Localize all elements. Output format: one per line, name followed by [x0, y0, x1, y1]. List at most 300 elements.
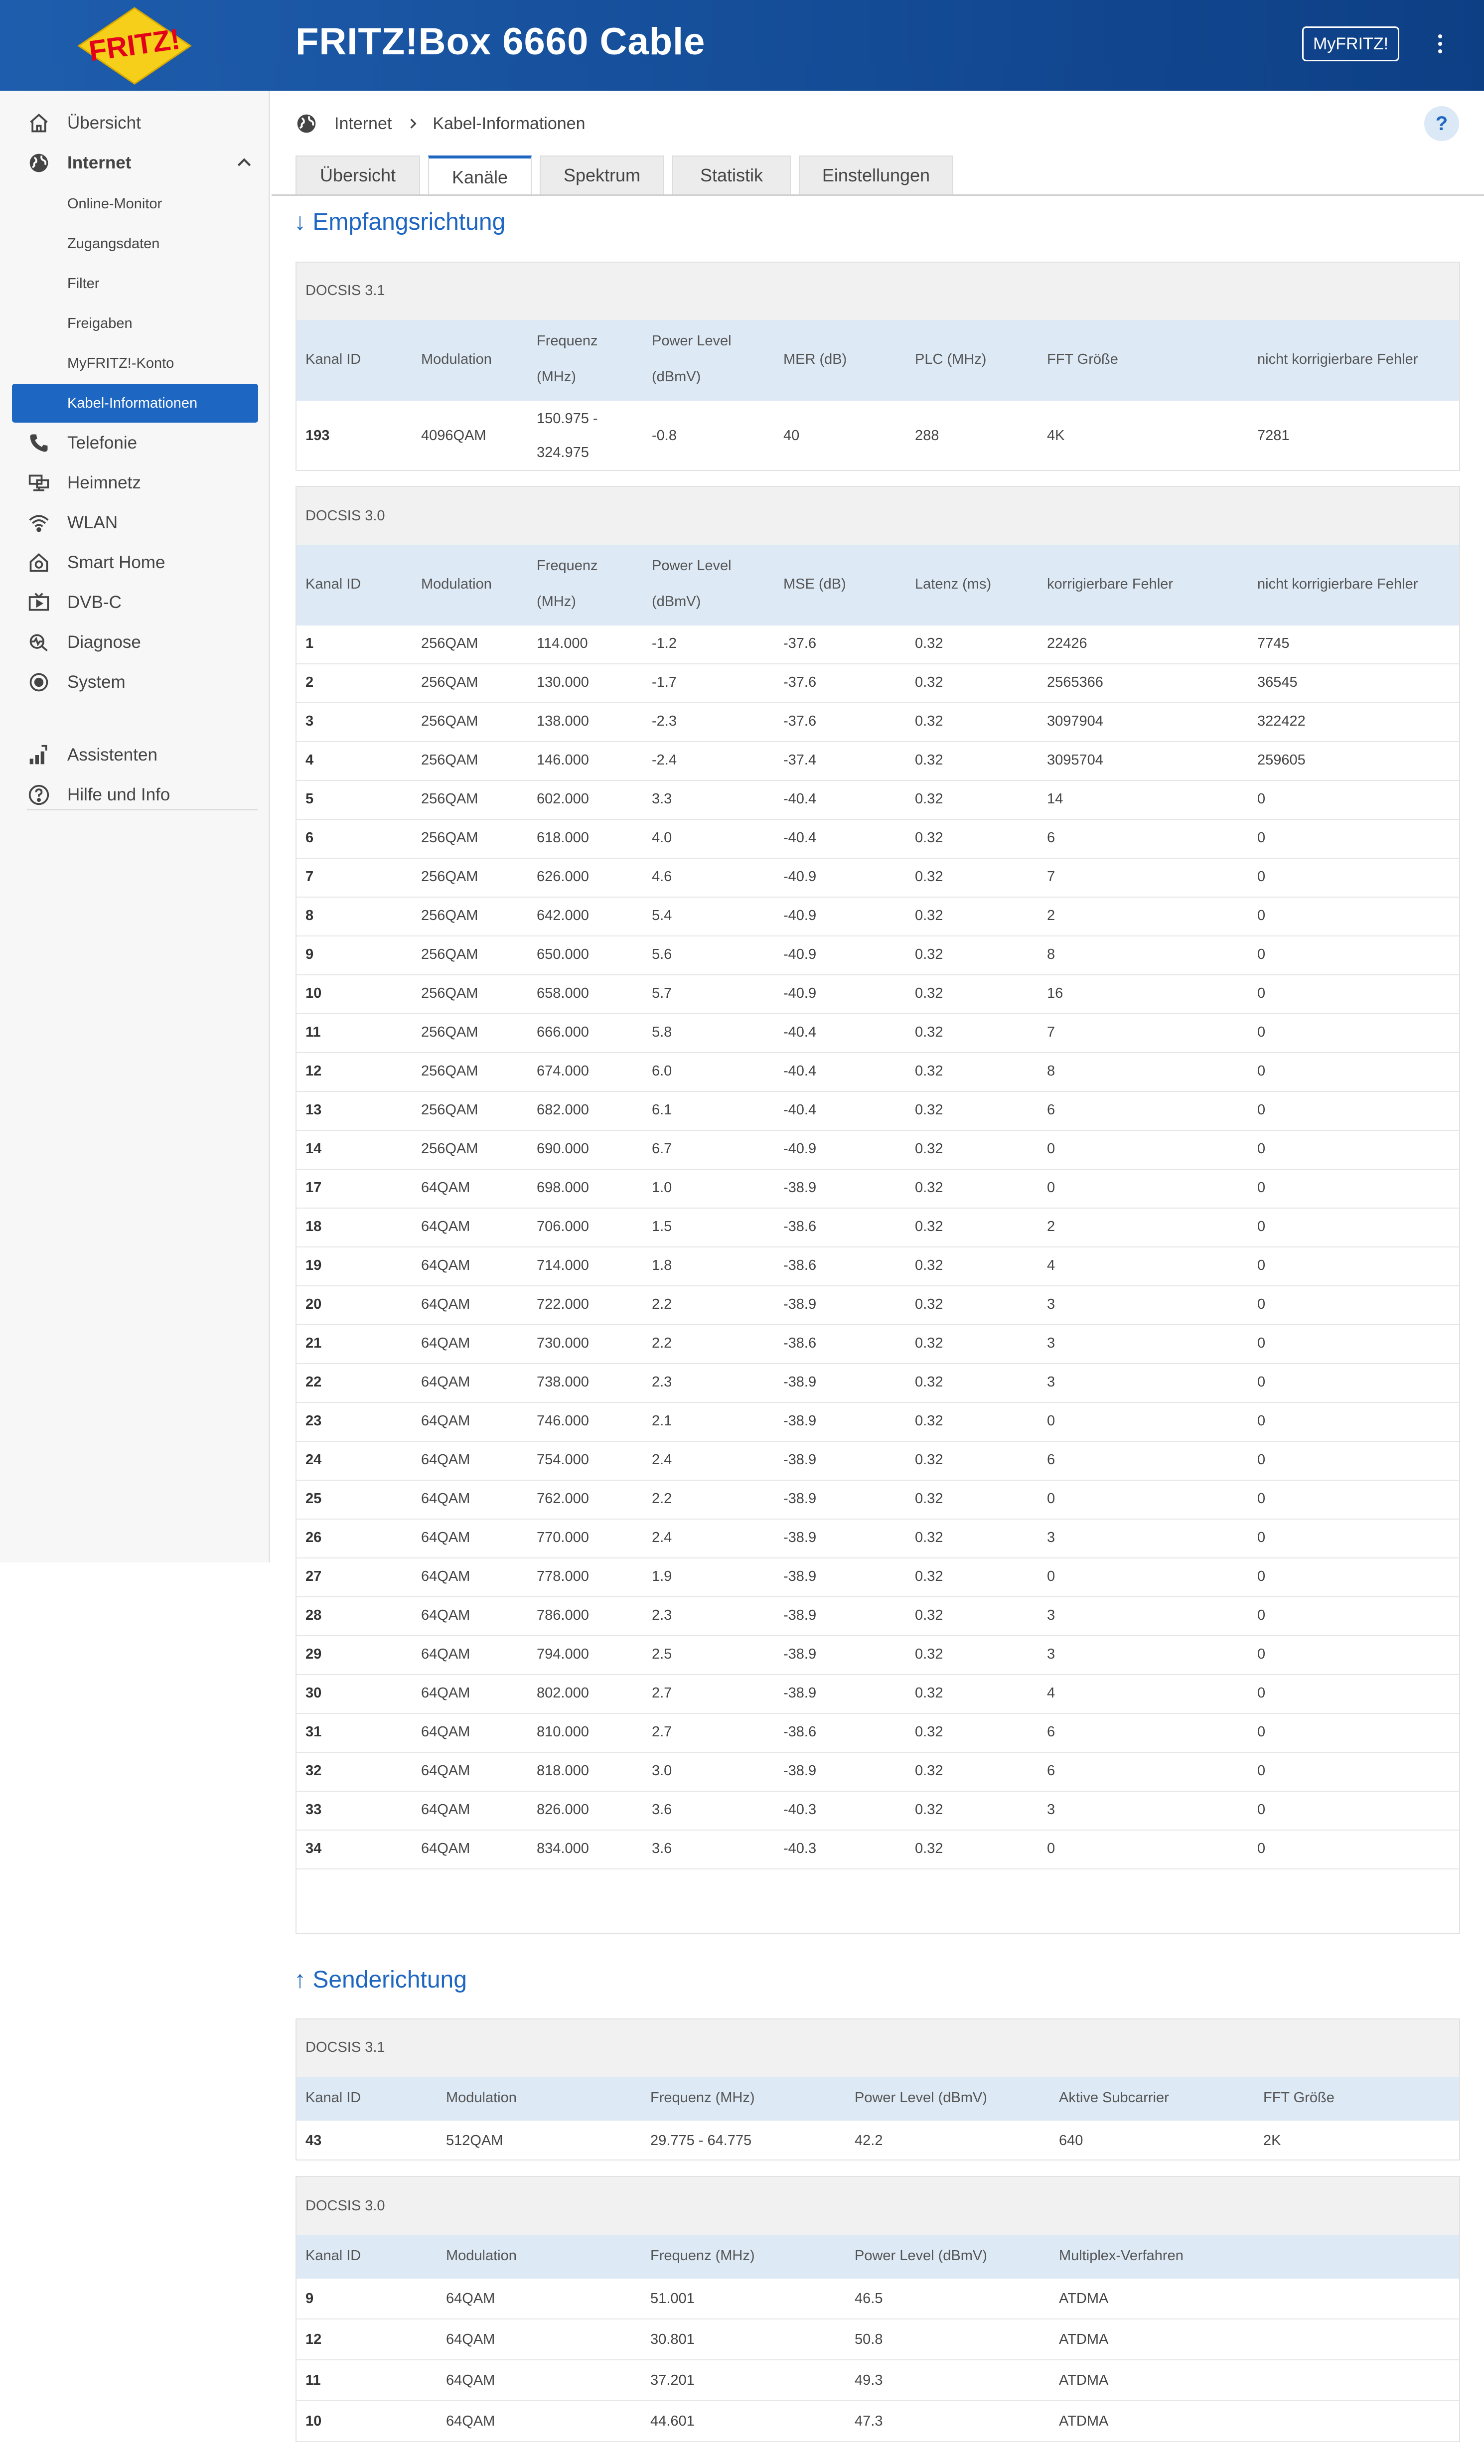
table-cell: 64QAM — [421, 1491, 470, 1507]
table-cell: 0 — [1047, 1413, 1055, 1429]
table-cell: 0.32 — [915, 908, 943, 924]
table-cell: 256QAM — [421, 830, 478, 846]
table-cell: 47.3 — [855, 2413, 883, 2429]
tab-einstellungen[interactable]: Einstellungen — [799, 155, 953, 195]
table-cell: 0.32 — [915, 1180, 943, 1196]
table-cell: ATDMA — [1059, 2372, 1109, 2388]
sidebar-item-system[interactable] — [0, 663, 269, 702]
sidebar-item-label: WLAN — [67, 513, 118, 532]
sidebar-item-telefonie[interactable] — [0, 424, 269, 462]
table-cell: 10 — [305, 2413, 322, 2429]
col-plc: PLC (MHz) — [915, 351, 987, 367]
table-cell: 2.2 — [652, 1491, 672, 1507]
tab-uebersicht[interactable]: Übersicht — [296, 155, 420, 195]
table-cell: 0.32 — [915, 1335, 943, 1351]
table-cell: 256QAM — [421, 1102, 478, 1118]
table-cell: 826.000 — [537, 1802, 589, 1818]
globe-icon — [296, 113, 317, 135]
system-icon — [27, 670, 51, 694]
table-header — [297, 2077, 1459, 2121]
table-cell: 3.3 — [652, 791, 672, 807]
table-cell: -38.9 — [783, 1180, 817, 1196]
table-cell: 794.000 — [537, 1646, 589, 1662]
table-cell: 0.32 — [915, 1685, 943, 1701]
table-cell: 2.5 — [652, 1646, 672, 1662]
table-row — [297, 820, 1459, 859]
table-cell: 0 — [1257, 1296, 1266, 1312]
table-cell: 64QAM — [421, 1685, 470, 1701]
table-cell: 256QAM — [421, 946, 478, 962]
table-cell: 786.000 — [537, 1607, 589, 1623]
col-modulation: Modulation — [446, 2090, 517, 2106]
table-cell: 256QAM — [421, 713, 478, 729]
table-row — [297, 1209, 1459, 1247]
col-frequenz: Frequenz (MHz) — [650, 2248, 755, 2264]
table-cell: 0 — [1257, 1063, 1266, 1079]
table-cell: 8 — [1047, 1063, 1055, 1079]
table-cell: 0.32 — [915, 1607, 943, 1623]
table-cell: 32 — [305, 1763, 322, 1779]
sidebar-item-assistenten[interactable] — [0, 736, 269, 774]
chevron-right-icon — [407, 117, 420, 130]
table-cell: 746.000 — [537, 1413, 589, 1429]
table-cell: 25 — [305, 1491, 322, 1507]
table-cell: 0 — [1257, 985, 1266, 1001]
table-row — [297, 859, 1459, 898]
table-cell: -1.2 — [652, 635, 677, 651]
sidebar-item-internet[interactable] — [0, 144, 269, 182]
table-cell: 3097904 — [1047, 713, 1103, 729]
sidebar — [0, 91, 270, 1562]
sidebar-item-uebersicht[interactable] — [0, 104, 269, 143]
sidebar-item-label: Hilfe und Info — [67, 785, 170, 804]
table-row — [297, 2121, 1459, 2160]
table-cell: 322422 — [1257, 713, 1306, 729]
sidebar-item-label: Telefonie — [67, 433, 138, 453]
table-cell: 0 — [1257, 1219, 1266, 1234]
table-cell: 64QAM — [421, 1374, 470, 1390]
table-cell: -38.6 — [783, 1257, 817, 1273]
table-row — [297, 1753, 1459, 1792]
table-cell: 18 — [305, 1219, 322, 1234]
table-cell: 0.32 — [915, 1491, 943, 1507]
panel-label: DOCSIS 3.1 — [305, 2039, 385, 2055]
table-cell: 0.32 — [915, 1024, 943, 1040]
panel-header — [297, 487, 1459, 545]
table-cell: 1 — [305, 635, 314, 651]
table-row — [297, 401, 1459, 471]
table-cell: 7 — [1047, 869, 1055, 885]
table-cell: 6 — [305, 830, 314, 846]
table-cell: 2.2 — [652, 1335, 672, 1351]
tv-icon — [27, 591, 51, 615]
table-row — [297, 742, 1459, 781]
table-cell: -40.4 — [783, 830, 817, 846]
table-cell: 730.000 — [537, 1335, 589, 1351]
subitem-label: Online-Monitor — [67, 195, 162, 212]
table-cell: 30.801 — [650, 2331, 695, 2347]
table-row — [297, 1247, 1459, 1286]
col-fft: FFT Größe — [1047, 351, 1118, 367]
table-cell: 674.000 — [537, 1063, 589, 1079]
table-cell: 4 — [1047, 1685, 1055, 1701]
panel-label: DOCSIS 3.0 — [305, 508, 385, 524]
panel-upstream-docsis30 — [296, 2176, 1460, 2442]
cell-kanal-id: 43 — [305, 2133, 322, 2149]
tab-spektrum[interactable]: Spektrum — [540, 155, 664, 195]
cell-power: -0.8 — [652, 428, 677, 444]
table-cell: 0 — [1257, 1491, 1266, 1507]
table-cell: 146.000 — [537, 752, 589, 768]
table-cell: 3 — [1047, 1607, 1055, 1623]
table-cell: 0 — [1257, 1141, 1266, 1157]
myfritz-button[interactable]: MyFRITZ! — [1302, 26, 1399, 61]
table-cell: 0 — [1257, 1841, 1266, 1856]
col-mse: MSE (dB) — [783, 576, 846, 592]
table-cell: 3 — [305, 713, 314, 729]
table-cell: 0.32 — [915, 1646, 943, 1662]
table-cell: 4 — [1047, 1257, 1055, 1273]
table-row — [297, 1131, 1459, 1170]
table-cell: ATDMA — [1059, 2413, 1109, 2429]
table-cell: 2.3 — [652, 1374, 672, 1390]
table-cell: 2 — [1047, 908, 1055, 924]
table-cell: 13 — [305, 1102, 322, 1118]
table-cell: 6 — [1047, 1763, 1055, 1779]
col-frequenz: Frequenz (MHz) — [650, 2090, 755, 2106]
table-cell: 0.32 — [915, 1063, 943, 1079]
table-cell: 138.000 — [537, 713, 589, 729]
col-nicht-korr-fehler: nicht korrigierbare Fehler — [1257, 351, 1418, 367]
table-cell: 698.000 — [537, 1180, 589, 1196]
table-row — [297, 1170, 1459, 1209]
table-cell: 6.1 — [652, 1102, 672, 1118]
table-cell: 0.32 — [915, 869, 943, 885]
table-cell: 64QAM — [446, 2291, 495, 2307]
table-cell: -40.9 — [783, 869, 817, 885]
table-cell: 802.000 — [537, 1685, 589, 1701]
table-cell: -38.9 — [783, 1763, 817, 1779]
table-cell: 6.7 — [652, 1141, 672, 1157]
table-cell: 5 — [305, 791, 314, 807]
table-cell: -38.9 — [783, 1374, 817, 1390]
table-cell: -40.9 — [783, 946, 817, 962]
sidebar-item-label: Internet — [67, 153, 132, 172]
subitem-label: Zugangsdaten — [67, 235, 160, 252]
table-cell: 0.32 — [915, 1257, 943, 1273]
table-cell: 0.32 — [915, 713, 943, 729]
table-cell: 3.6 — [652, 1802, 672, 1818]
table-cell: 64QAM — [421, 1568, 470, 1584]
table-cell: 2 — [1047, 1219, 1055, 1234]
cell-fft: 4K — [1047, 428, 1065, 444]
sidebar-item-label: Assistenten — [67, 745, 157, 765]
breadcrumb-root[interactable]: Internet — [334, 114, 392, 133]
table-cell: 256QAM — [421, 869, 478, 885]
col-nicht-korr-fehler: nicht korrigierbare Fehler — [1257, 576, 1418, 592]
table-cell: 6 — [1047, 830, 1055, 846]
sidebar-item-wlan[interactable] — [0, 503, 269, 542]
col-power-level: Power Level — [652, 333, 732, 349]
table-row — [297, 625, 1459, 664]
sidebar-subitem-kabel-informationen[interactable] — [12, 384, 258, 423]
col-multiplex: Multiplex-Verfahren — [1059, 2248, 1184, 2264]
panel-downstream-docsis30 — [296, 486, 1460, 1934]
table-cell: 50.8 — [855, 2331, 883, 2347]
table-cell: 5.4 — [652, 908, 672, 924]
table-cell: 64QAM — [421, 1296, 470, 1312]
phone-icon — [27, 431, 51, 455]
panel-label: DOCSIS 3.0 — [305, 2198, 385, 2214]
cell-plc: 288 — [915, 428, 939, 444]
col-modulation: Modulation — [446, 2248, 517, 2264]
subitem-label: Kabel-Informationen — [67, 395, 198, 411]
table-cell: 256QAM — [421, 752, 478, 768]
table-cell: 618.000 — [537, 830, 589, 846]
logo-text: FRITZ! — [87, 22, 182, 68]
table-cell: 2 — [305, 674, 314, 690]
table-row — [297, 1636, 1459, 1675]
table-row — [297, 2401, 1459, 2442]
chevron-up-icon[interactable] — [234, 153, 254, 173]
table-header — [297, 2235, 1459, 2279]
section-title-senderichtung: ↑ Senderichtung — [294, 1967, 467, 1993]
table-cell: 3 — [1047, 1530, 1055, 1545]
col-kanal-id: Kanal ID — [305, 2090, 361, 2106]
cell-frequenz: 150.975 - — [537, 411, 598, 427]
table-cell: -38.9 — [783, 1491, 817, 1507]
table-cell: 20 — [305, 1296, 322, 1312]
sidebar-item-dvb-c[interactable] — [0, 583, 269, 622]
table-cell: 2.4 — [652, 1530, 672, 1545]
table-cell: 0 — [1047, 1491, 1055, 1507]
table-row — [297, 1792, 1459, 1831]
table-row — [297, 1714, 1459, 1753]
sidebar-subitem-freigaben[interactable] — [12, 304, 258, 343]
table-row — [297, 2360, 1459, 2401]
table-cell: 0 — [1257, 1257, 1266, 1273]
table-cell: 0 — [1257, 1452, 1266, 1468]
table-cell: 2.3 — [652, 1607, 672, 1623]
table-cell: 24 — [305, 1452, 322, 1468]
table-row — [297, 703, 1459, 742]
table-cell: 46.5 — [855, 2291, 883, 2307]
cell-power: 42.2 — [855, 2133, 883, 2149]
table-cell: 64QAM — [421, 1219, 470, 1234]
table-header — [297, 545, 1459, 625]
fritz-logo[interactable] — [75, 6, 194, 86]
tab-underline — [272, 194, 1484, 196]
app-title: FRITZ!Box 6660 Cable — [296, 20, 706, 63]
table-cell: 5.6 — [652, 946, 672, 962]
col-frequenz-unit: (MHz) — [537, 594, 576, 610]
table-row — [297, 1092, 1459, 1131]
table-row — [297, 664, 1459, 703]
table-cell: 22 — [305, 1374, 322, 1390]
table-row — [297, 1597, 1459, 1636]
sidebar-subitem-zugangsdaten[interactable] — [12, 224, 258, 263]
table-cell: -38.6 — [783, 1724, 817, 1740]
table-cell: 658.000 — [537, 985, 589, 1001]
table-cell: 7 — [1047, 1024, 1055, 1040]
tab-kanaele[interactable]: Kanäle — [428, 155, 532, 196]
table-cell: 11 — [305, 2372, 321, 2388]
col-aktive-subcarrier: Aktive Subcarrier — [1059, 2090, 1169, 2106]
table-cell: 0.32 — [915, 1763, 943, 1779]
table-cell: 256QAM — [421, 1063, 478, 1079]
table-cell: 64QAM — [446, 2372, 495, 2388]
table-cell: 33 — [305, 1802, 322, 1818]
app-header — [0, 0, 1484, 91]
table-row — [297, 898, 1459, 936]
help-button[interactable]: ? — [1424, 106, 1459, 141]
wizard-icon — [27, 743, 51, 767]
table-cell: 770.000 — [537, 1530, 589, 1545]
sidebar-item-label: DVB-C — [67, 593, 122, 612]
table-cell: 64QAM — [421, 1802, 470, 1818]
table-cell: 12 — [305, 2331, 322, 2347]
table-row — [297, 1558, 1459, 1597]
col-kanal-id: Kanal ID — [305, 2248, 361, 2264]
table-row — [297, 975, 1459, 1014]
sidebar-item-diagnose[interactable] — [0, 623, 269, 662]
table-cell: 690.000 — [537, 1141, 589, 1157]
table-cell: 64QAM — [421, 1763, 470, 1779]
table-row — [297, 1520, 1459, 1558]
table-cell: 51.001 — [650, 2291, 695, 2307]
table-cell: 17 — [305, 1180, 322, 1196]
table-cell: -40.4 — [783, 791, 817, 807]
table-cell: -40.4 — [783, 1102, 817, 1118]
table-cell: 0.32 — [915, 985, 943, 1001]
table-cell: 0 — [1047, 1180, 1055, 1196]
table-cell: 29 — [305, 1646, 322, 1662]
table-cell: 0 — [1257, 1763, 1266, 1779]
table-cell: 9 — [305, 2291, 314, 2307]
table-cell: -40.3 — [783, 1841, 817, 1856]
col-power-level: Power Level (dBmV) — [855, 2248, 987, 2264]
table-cell: 0.32 — [915, 674, 943, 690]
col-latenz: Latenz (ms) — [915, 576, 992, 592]
table-cell: 22426 — [1047, 635, 1087, 651]
table-cell: 778.000 — [537, 1568, 589, 1584]
cell-modulation: 4096QAM — [421, 428, 486, 444]
col-mer: MER (dB) — [783, 351, 847, 367]
table-cell: 3 — [1047, 1296, 1055, 1312]
table-cell: -40.9 — [783, 908, 817, 924]
table-row — [297, 1481, 1459, 1520]
table-cell: 256QAM — [421, 791, 478, 807]
subitem-label: Filter — [67, 275, 100, 292]
table-cell: 0 — [1047, 1841, 1055, 1856]
table-cell: 64QAM — [421, 1724, 470, 1740]
sidebar-subitem-filter[interactable] — [12, 264, 258, 303]
table-cell: 14 — [305, 1141, 322, 1157]
table-cell: 64QAM — [421, 1335, 470, 1351]
table-cell: 0.32 — [915, 830, 943, 846]
tab-statistik[interactable]: Statistik — [672, 155, 791, 195]
help-circle-icon — [27, 783, 51, 807]
table-cell: -38.9 — [783, 1413, 817, 1429]
table-cell: 0.32 — [915, 946, 943, 962]
table-cell: -40.3 — [783, 1802, 817, 1818]
col-korr-fehler: korrigierbare Fehler — [1047, 576, 1174, 592]
table-cell: 2.7 — [652, 1724, 672, 1740]
table-row — [297, 1831, 1459, 1869]
table-cell: -2.4 — [652, 752, 677, 768]
table-cell: 0 — [1257, 946, 1266, 962]
sidebar-item-label: Übersicht — [67, 113, 141, 133]
table-cell: -40.4 — [783, 1024, 817, 1040]
table-cell: 602.000 — [537, 791, 589, 807]
table-cell: 754.000 — [537, 1452, 589, 1468]
panel-header — [297, 263, 1459, 320]
col-power-level-unit: (dBmV) — [652, 369, 701, 385]
table-cell: 64QAM — [421, 1257, 470, 1273]
col-frequenz: Frequenz — [537, 333, 598, 349]
more-menu-icon[interactable] — [1433, 29, 1448, 59]
table-cell: 0 — [1257, 1335, 1266, 1351]
table-cell: -37.6 — [783, 713, 817, 729]
table-cell: -40.9 — [783, 1141, 817, 1157]
sidebar-item-hilfe[interactable] — [0, 775, 269, 814]
table-cell: 706.000 — [537, 1219, 589, 1234]
sidebar-item-smart-home[interactable] — [0, 543, 269, 582]
table-cell: 0.32 — [915, 1413, 943, 1429]
table-cell: 0.32 — [915, 791, 943, 807]
table-cell: ATDMA — [1059, 2291, 1109, 2307]
network-icon — [27, 471, 51, 495]
sidebar-item-heimnetz[interactable] — [0, 463, 269, 502]
table-cell: 0 — [1257, 1413, 1266, 1429]
smarthome-icon — [27, 551, 51, 575]
table-row — [297, 781, 1459, 820]
table-cell: 34 — [305, 1841, 322, 1856]
cell-fft: 2K — [1263, 2133, 1281, 2149]
table-cell: 11 — [305, 1024, 321, 1040]
table-cell: 0.32 — [915, 1802, 943, 1818]
cell-frequenz-2: 324.975 — [537, 445, 589, 461]
table-cell: 31 — [305, 1724, 322, 1740]
table-cell: ATDMA — [1059, 2331, 1109, 2347]
table-cell: 0.32 — [915, 1452, 943, 1468]
sidebar-subitem-online-monitor[interactable] — [12, 184, 258, 223]
table-cell: 6 — [1047, 1452, 1055, 1468]
table-cell: 3.6 — [652, 1841, 672, 1856]
table-cell: 256QAM — [421, 985, 478, 1001]
table-cell: 12 — [305, 1063, 322, 1079]
table-cell: 26 — [305, 1530, 322, 1545]
table-cell: 0 — [1257, 791, 1266, 807]
cell-subcarrier: 640 — [1059, 2133, 1083, 2149]
table-cell: 6.0 — [652, 1063, 672, 1079]
table-cell: -40.4 — [783, 1063, 817, 1079]
table-cell: 0.32 — [915, 752, 943, 768]
sidebar-subitem-myfritz-konto[interactable] — [12, 344, 258, 383]
table-cell: -38.9 — [783, 1685, 817, 1701]
panel-upstream-docsis31 — [296, 2018, 1460, 2160]
table-cell: 1.5 — [652, 1219, 672, 1234]
table-cell: 0.32 — [915, 1841, 943, 1856]
table-cell: -38.9 — [783, 1530, 817, 1545]
panel-label: DOCSIS 3.1 — [305, 283, 385, 299]
table-cell: -38.9 — [783, 1607, 817, 1623]
table-cell: 650.000 — [537, 946, 589, 962]
table-cell: 4.6 — [652, 869, 672, 885]
table-cell: 7745 — [1257, 635, 1290, 651]
table-cell: 256QAM — [421, 908, 478, 924]
col-modulation: Modulation — [421, 351, 492, 367]
